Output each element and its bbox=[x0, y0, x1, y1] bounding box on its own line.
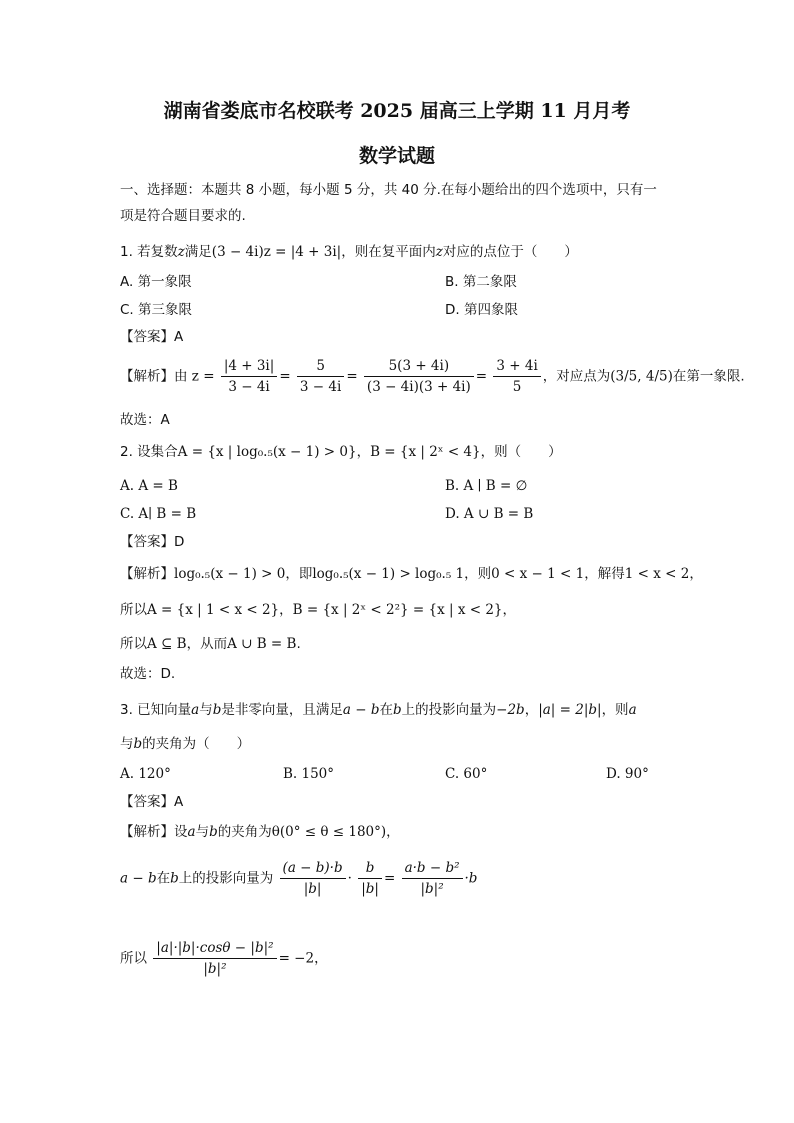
q3-option-b: B. 150° bbox=[283, 766, 335, 782]
q2-choice: 故选：D. bbox=[120, 666, 176, 682]
fraction: $\frac{b}{|b|}$ bbox=[358, 858, 382, 899]
q1-choice: 故选：A bbox=[120, 412, 170, 428]
q1-option-a: A. 第一象限 bbox=[120, 274, 192, 290]
q1-analysis: 【解析】由 z = $\frac{|4 + 3i|}{3 - 4i}$ = $\frac{5}{3 - 4i}$ = $\frac{5(3 + 4i)}{(3 - 4i)(3 + 4i)}$ = $\frac{3 + 4i}{5}$ ，对应点为(3/5, 4/5)在第一象限. bbox=[120, 358, 745, 395]
section-heading-line2: 项是符合题目要求的. bbox=[120, 208, 246, 224]
fraction: $\frac{5}{3 - 4i}$ bbox=[297, 356, 344, 397]
q2-option-b: B. A ∣ B = ∅ bbox=[445, 478, 528, 494]
q3-option-c: C. 60° bbox=[445, 766, 488, 782]
q3-analysis-line1: 【解析】设a与b的夹角为θ(0° ≤ θ ≤ 180°)， bbox=[120, 824, 400, 840]
q1-option-d: D. 第四象限 bbox=[445, 302, 518, 318]
fraction: $\frac{\text{|a|·|b|·cosθ − |b|²}}{\text{|b|²}}$ bbox=[153, 938, 276, 979]
q2-option-c: C. A∣ B = B bbox=[120, 506, 197, 522]
q2-answer: 【答案】D bbox=[120, 534, 185, 550]
page-subtitle: 数学试题 bbox=[358, 145, 435, 167]
q2-stem: 2. 设集合A = {x | log₀.₅(x − 1) > 0}，B = {x | 2ˣ < 4}，则（ ） bbox=[120, 444, 562, 460]
q1-answer: 【答案】A bbox=[120, 329, 184, 345]
q2-analysis-line1: 【解析】log₀.₅(x − 1) > 0，即log₀.₅(x − 1) > log₀.₅ 1，则0 < x − 1 < 1，解得1 < x < 2， bbox=[120, 566, 703, 582]
q2-option-d: D. A ∪ B = B bbox=[445, 506, 534, 522]
q3-option-d: D. 90° bbox=[606, 766, 649, 782]
q3-analysis-line3: 所以 $\frac{\text{|a|·|b|·cosθ − |b|²}}{\text{|b|²}}$ = −2， bbox=[120, 940, 328, 977]
fraction: $\frac{5(3 + 4i)}{(3 - 4i)(3 + 4i)}$ bbox=[364, 356, 474, 397]
fraction: $\frac{|4 + 3i|}{3 - 4i}$ bbox=[221, 356, 278, 397]
fraction: $\frac{\text{a·b − b²}}{\text{|b|²}}$ bbox=[402, 858, 463, 899]
fraction: $\frac{(a - b)\cdot b}{|b|}$ bbox=[280, 858, 346, 899]
q3-analysis-line2: a − b在b上的投影向量为 $\frac{(a - b)\cdot b}{|b|}$ · $\frac{b}{|b|}$ = $\frac{\text{a·b − b²}}{\text{|b|²}}$ ·b bbox=[120, 860, 478, 897]
page-title: 湖南省娄底市名校联考 2025 届高三上学期 11 月月考 bbox=[163, 100, 631, 122]
section-heading-line1: 一、选择题：本题共 8 小题，每小题 5 分，共 40 分.在每小题给出的四个选项中，只有一 bbox=[120, 182, 657, 198]
q1-option-c: C. 第三象限 bbox=[120, 302, 193, 318]
q3-option-a: A. 120° bbox=[120, 766, 171, 782]
q2-analysis-line3: 所以A ⊆ B，从而A ∪ B = B. bbox=[120, 636, 301, 652]
q3-stem-line1: 3. 已知向量a与b是非零向量，且满足a − b在b上的投影向量为−2b，|a| = 2|b|，则a bbox=[120, 702, 637, 718]
fraction: $\frac{3 + 4i}{5}$ bbox=[493, 356, 540, 397]
q1-option-b: B. 第二象限 bbox=[445, 274, 517, 290]
q3-stem-line2: 与b的夹角为（ ） bbox=[120, 736, 251, 752]
q2-option-a: A. A = B bbox=[120, 478, 178, 494]
q2-analysis-line2: 所以A = {x | 1 < x < 2}，B = {x | 2ˣ < 2²} = {x | x < 2}， bbox=[120, 602, 517, 618]
q1-stem: 1. 若复数z满足(3 − 4i)z = |4 + 3i|，则在复平面内z对应的点位于（ ） bbox=[120, 244, 578, 260]
q3-answer: 【答案】A bbox=[120, 794, 184, 810]
